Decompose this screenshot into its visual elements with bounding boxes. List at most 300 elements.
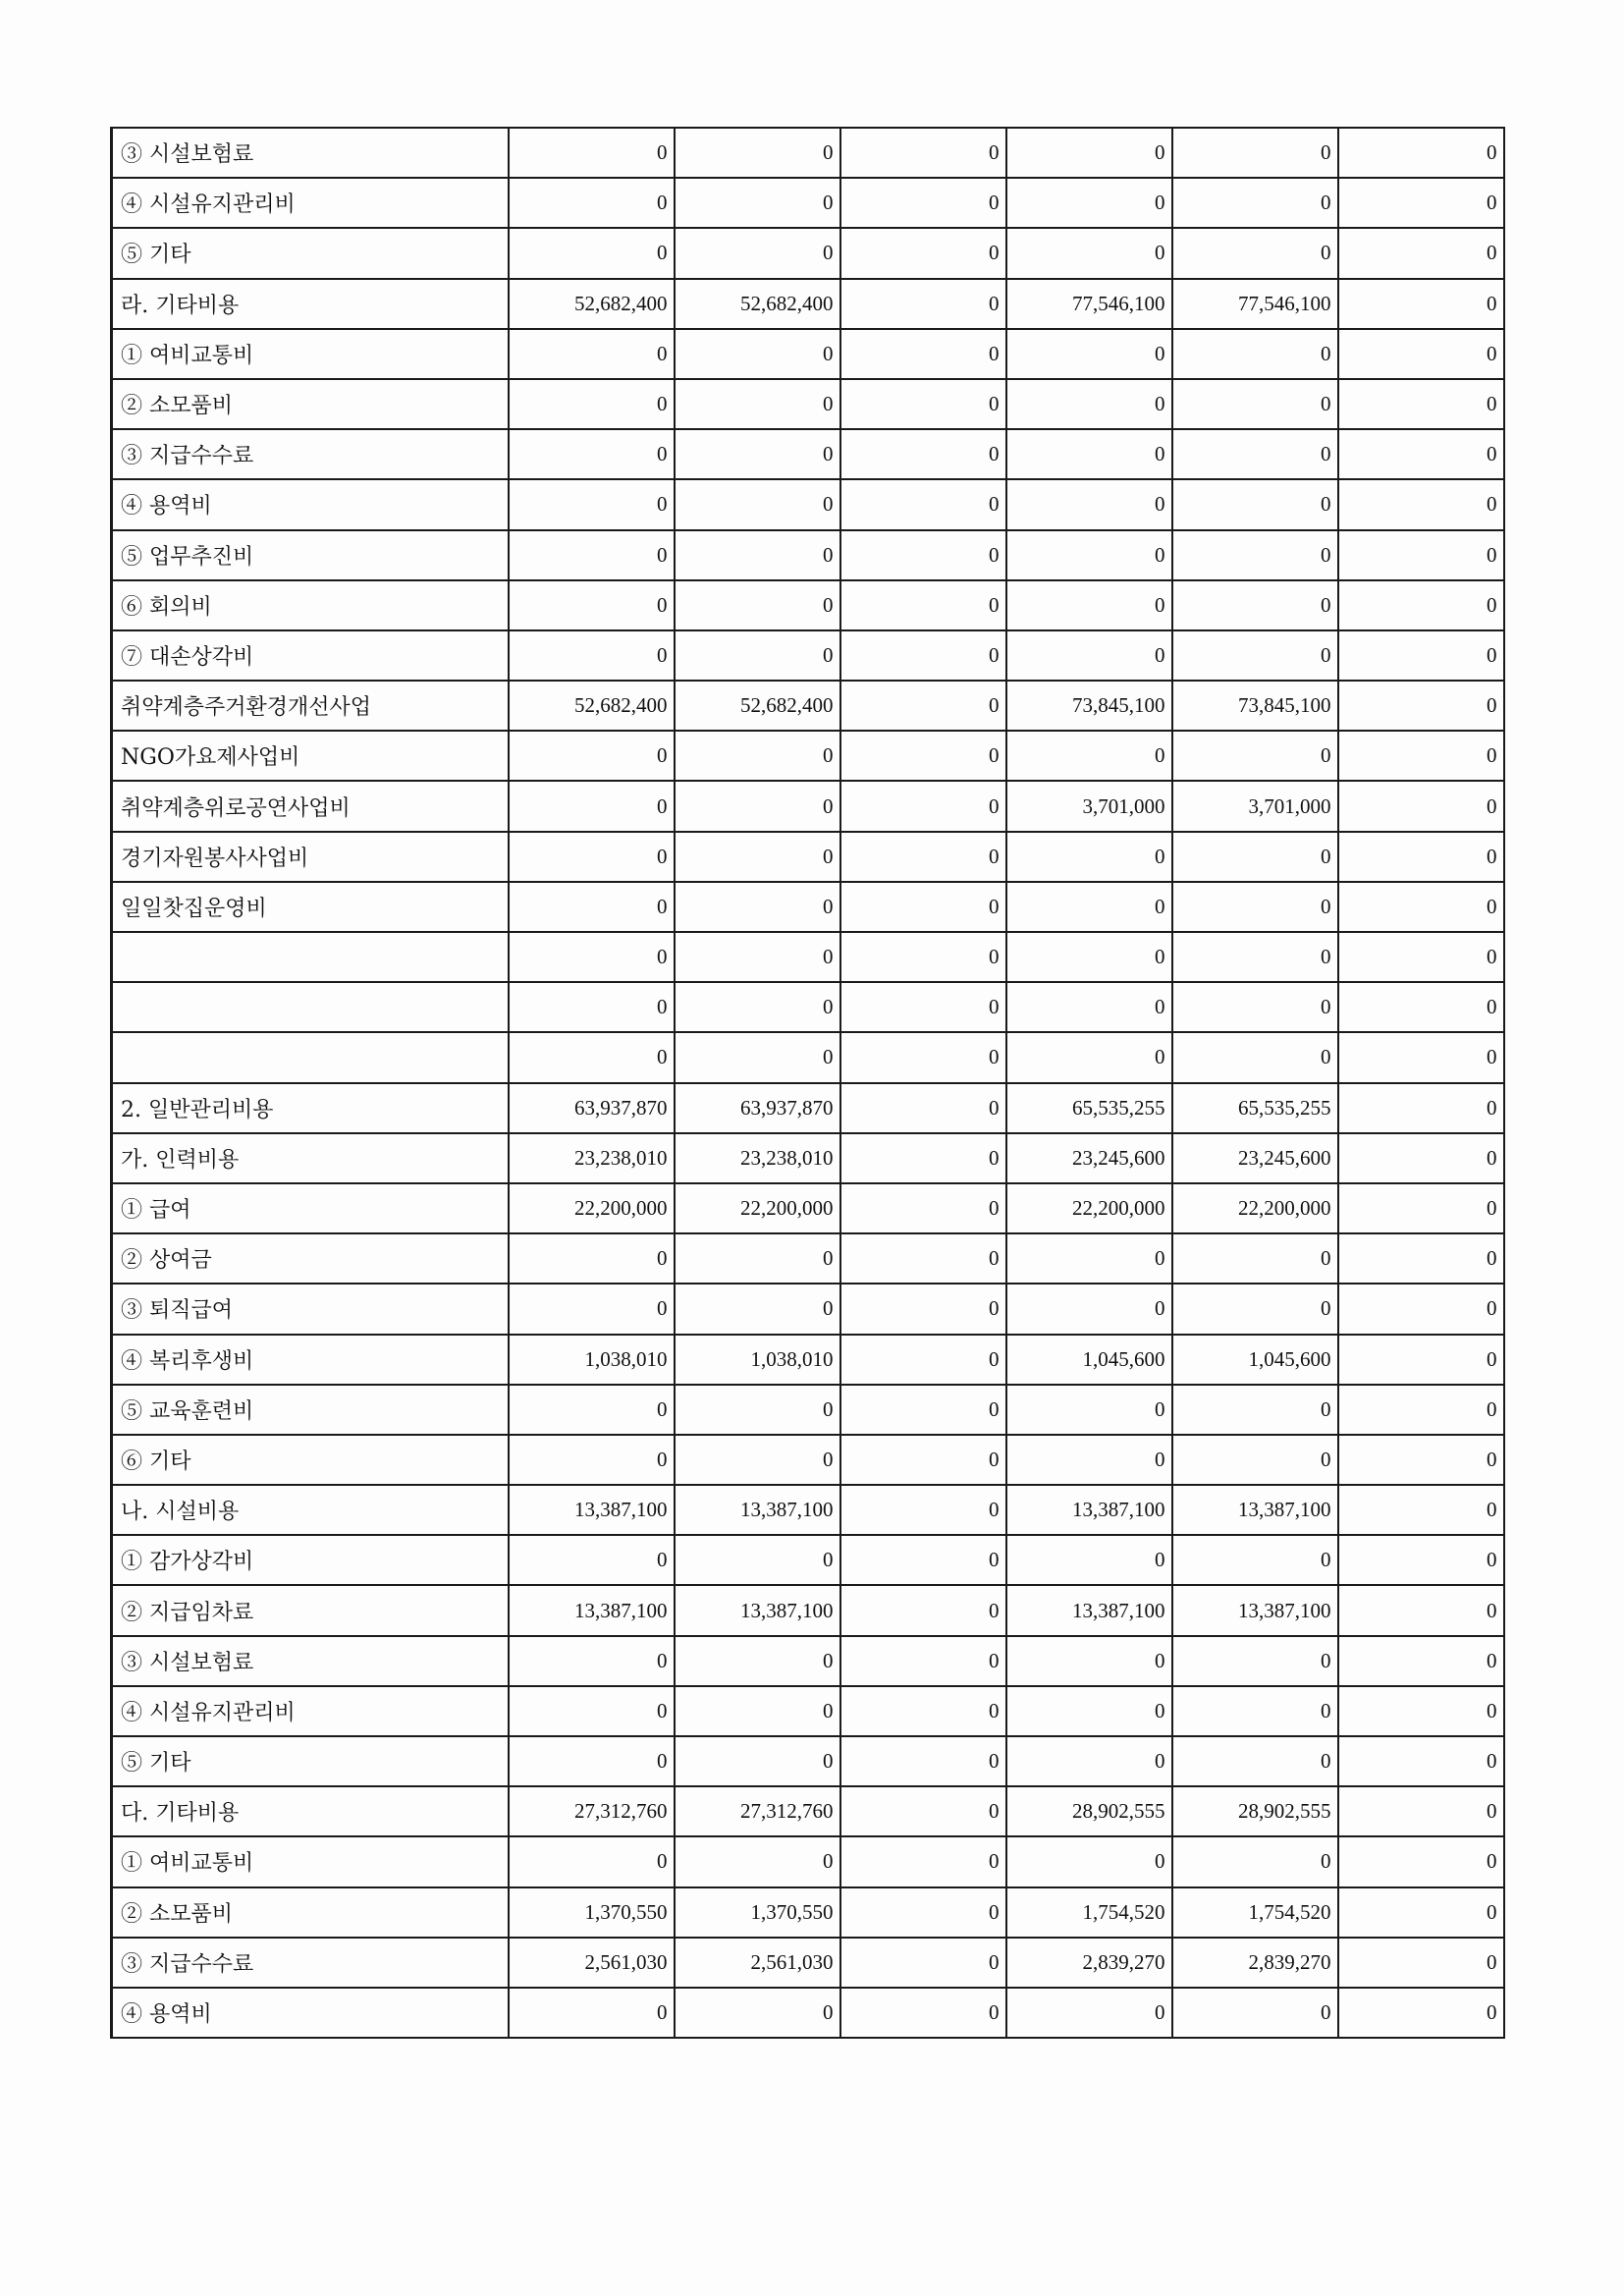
amount-cell: 2,561,030 — [675, 1938, 840, 1988]
table-row — [112, 1133, 1504, 1183]
amount-cell: 0 — [1006, 982, 1172, 1032]
amount-cell: 0 — [675, 329, 840, 379]
amount-cell: 0 — [840, 1335, 1006, 1385]
amount-cell: 0 — [1172, 1988, 1338, 2038]
amount-cell: 1,045,600 — [1006, 1335, 1172, 1385]
amount-cell: 0 — [1172, 379, 1338, 429]
amount-cell: 0 — [1172, 178, 1338, 228]
amount-cell: 0 — [509, 781, 675, 831]
amount-cell: 1,370,550 — [509, 1887, 675, 1938]
amount-cell: 0 — [840, 1083, 1006, 1133]
table-row — [112, 1988, 1504, 2038]
table-row — [112, 781, 1504, 831]
amount-cell: 0 — [840, 982, 1006, 1032]
table-row — [112, 1535, 1504, 1585]
amount-cell: 0 — [509, 580, 675, 630]
amount-cell: 0 — [840, 1032, 1006, 1082]
amount-cell: 0 — [1338, 379, 1504, 429]
row-label: ② 소모품비 — [112, 1887, 509, 1938]
amount-cell: 0 — [1338, 1836, 1504, 1886]
amount-cell: 0 — [1338, 1736, 1504, 1786]
amount-cell: 0 — [1172, 479, 1338, 529]
amount-cell: 0 — [840, 580, 1006, 630]
amount-cell: 22,200,000 — [675, 1183, 840, 1233]
amount-cell: 0 — [1172, 832, 1338, 882]
amount-cell: 0 — [675, 932, 840, 982]
row-label: 다. 기타비용 — [112, 1786, 509, 1836]
amount-cell: 52,682,400 — [509, 279, 675, 329]
amount-cell: 1,038,010 — [675, 1335, 840, 1385]
amount-cell: 0 — [1338, 128, 1504, 178]
amount-cell: 0 — [1006, 1032, 1172, 1082]
budget-table — [110, 127, 1505, 2039]
amount-cell: 0 — [840, 329, 1006, 379]
row-label: ① 여비교통비 — [112, 329, 509, 379]
table-row — [112, 1083, 1504, 1133]
table-row — [112, 882, 1504, 932]
amount-cell: 2,839,270 — [1006, 1938, 1172, 1988]
amount-cell: 0 — [840, 1284, 1006, 1334]
row-label: ① 여비교통비 — [112, 1836, 509, 1886]
amount-cell: 0 — [1172, 580, 1338, 630]
amount-cell: 0 — [509, 1988, 675, 2038]
amount-cell: 0 — [840, 429, 1006, 479]
amount-cell: 0 — [840, 1686, 1006, 1736]
amount-cell: 0 — [1338, 1435, 1504, 1485]
amount-cell: 0 — [1338, 1786, 1504, 1836]
amount-cell: 52,682,400 — [675, 681, 840, 731]
amount-cell: 0 — [1338, 882, 1504, 932]
row-label: ⑦ 대손상각비 — [112, 630, 509, 681]
amount-cell: 0 — [675, 1686, 840, 1736]
amount-cell: 0 — [509, 932, 675, 982]
row-label: ③ 지급수수료 — [112, 1938, 509, 1988]
amount-cell: 0 — [509, 1233, 675, 1284]
amount-cell: 0 — [1172, 1535, 1338, 1585]
amount-cell: 0 — [1338, 1686, 1504, 1736]
amount-cell: 0 — [840, 1636, 1006, 1686]
table-row — [112, 1385, 1504, 1435]
amount-cell: 0 — [1172, 1435, 1338, 1485]
amount-cell: 0 — [1006, 1385, 1172, 1435]
amount-cell: 0 — [1338, 681, 1504, 731]
amount-cell: 0 — [1338, 279, 1504, 329]
row-label: 취약계층위로공연사업비 — [112, 781, 509, 831]
amount-cell: 0 — [509, 1435, 675, 1485]
amount-cell: 0 — [1172, 1233, 1338, 1284]
amount-cell: 0 — [1338, 832, 1504, 882]
amount-cell: 0 — [1338, 329, 1504, 379]
amount-cell: 0 — [1006, 832, 1172, 882]
row-label: 취약계층주거환경개선사업 — [112, 681, 509, 731]
amount-cell: 0 — [840, 1786, 1006, 1836]
amount-cell: 0 — [675, 982, 840, 1032]
amount-cell: 0 — [675, 882, 840, 932]
row-label: ④ 용역비 — [112, 479, 509, 529]
amount-cell: 0 — [1338, 932, 1504, 982]
amount-cell: 0 — [1006, 1988, 1172, 2038]
amount-cell: 0 — [840, 530, 1006, 580]
table-row — [112, 1736, 1504, 1786]
amount-cell: 28,902,555 — [1172, 1786, 1338, 1836]
row-label: 라. 기타비용 — [112, 279, 509, 329]
table-row — [112, 479, 1504, 529]
amount-cell: 0 — [1338, 530, 1504, 580]
table-row — [112, 932, 1504, 982]
row-label: ④ 복리후생비 — [112, 1335, 509, 1385]
amount-cell: 0 — [675, 1435, 840, 1485]
amount-cell: 1,038,010 — [509, 1335, 675, 1385]
amount-cell: 0 — [675, 781, 840, 831]
amount-cell: 13,387,100 — [1172, 1485, 1338, 1535]
amount-cell: 0 — [840, 1183, 1006, 1233]
amount-cell: 63,937,870 — [509, 1083, 675, 1133]
amount-cell: 0 — [840, 1485, 1006, 1535]
table-row — [112, 228, 1504, 278]
amount-cell: 27,312,760 — [675, 1786, 840, 1836]
amount-cell: 0 — [509, 479, 675, 529]
amount-cell: 0 — [1338, 982, 1504, 1032]
table-row — [112, 1485, 1504, 1535]
table-row — [112, 580, 1504, 630]
amount-cell: 0 — [675, 1636, 840, 1686]
amount-cell: 73,845,100 — [1172, 681, 1338, 731]
amount-cell: 0 — [1338, 228, 1504, 278]
amount-cell: 23,238,010 — [509, 1133, 675, 1183]
amount-cell: 0 — [1006, 1836, 1172, 1886]
amount-cell: 0 — [509, 882, 675, 932]
amount-cell: 0 — [1006, 429, 1172, 479]
amount-cell: 52,682,400 — [675, 279, 840, 329]
table-row — [112, 1284, 1504, 1334]
row-label — [112, 932, 509, 982]
table-row — [112, 530, 1504, 580]
amount-cell: 1,370,550 — [675, 1887, 840, 1938]
amount-cell: 0 — [509, 128, 675, 178]
amount-cell: 2,561,030 — [509, 1938, 675, 1988]
row-label: ⑥ 기타 — [112, 1435, 509, 1485]
amount-cell: 0 — [675, 479, 840, 529]
amount-cell: 0 — [1338, 178, 1504, 228]
amount-cell: 0 — [1172, 1636, 1338, 1686]
amount-cell: 0 — [840, 1736, 1006, 1786]
row-label: ⑤ 업무추진비 — [112, 530, 509, 580]
table-row — [112, 1032, 1504, 1082]
amount-cell: 0 — [840, 178, 1006, 228]
amount-cell: 0 — [509, 1032, 675, 1082]
amount-cell: 0 — [840, 1585, 1006, 1635]
row-label: ⑥ 회의비 — [112, 580, 509, 630]
amount-cell: 52,682,400 — [509, 681, 675, 731]
amount-cell: 0 — [1006, 479, 1172, 529]
amount-cell: 1,045,600 — [1172, 1335, 1338, 1385]
row-label: ② 상여금 — [112, 1233, 509, 1284]
amount-cell: 0 — [1006, 1435, 1172, 1485]
amount-cell: 0 — [840, 731, 1006, 781]
amount-cell: 0 — [1006, 178, 1172, 228]
amount-cell: 0 — [840, 832, 1006, 882]
amount-cell: 0 — [1338, 1032, 1504, 1082]
amount-cell: 0 — [1172, 228, 1338, 278]
amount-cell: 0 — [1338, 580, 1504, 630]
amount-cell: 23,238,010 — [675, 1133, 840, 1183]
table-row — [112, 681, 1504, 731]
amount-cell: 0 — [509, 1836, 675, 1886]
amount-cell: 0 — [1006, 1736, 1172, 1786]
amount-cell: 0 — [1338, 630, 1504, 681]
amount-cell: 0 — [509, 1636, 675, 1686]
amount-cell: 0 — [509, 379, 675, 429]
amount-cell: 0 — [840, 1836, 1006, 1886]
amount-cell: 0 — [675, 379, 840, 429]
amount-cell: 0 — [1172, 1836, 1338, 1886]
table-row — [112, 1786, 1504, 1836]
amount-cell: 0 — [675, 1032, 840, 1082]
amount-cell: 0 — [1172, 329, 1338, 379]
amount-cell: 63,937,870 — [675, 1083, 840, 1133]
amount-cell: 0 — [509, 228, 675, 278]
table-row — [112, 630, 1504, 681]
amount-cell: 0 — [840, 1233, 1006, 1284]
amount-cell: 0 — [509, 1736, 675, 1786]
row-label: ③ 지급수수료 — [112, 429, 509, 479]
table-row — [112, 1435, 1504, 1485]
amount-cell: 0 — [509, 630, 675, 681]
amount-cell: 0 — [1006, 1233, 1172, 1284]
row-label — [112, 982, 509, 1032]
amount-cell: 0 — [840, 379, 1006, 429]
amount-cell: 13,387,100 — [1172, 1585, 1338, 1635]
row-label: ⑤ 교육훈련비 — [112, 1385, 509, 1435]
row-label: ③ 퇴직급여 — [112, 1284, 509, 1334]
amount-cell: 22,200,000 — [1006, 1183, 1172, 1233]
amount-cell: 0 — [675, 1836, 840, 1886]
amount-cell: 0 — [509, 1535, 675, 1585]
amount-cell: 0 — [840, 681, 1006, 731]
amount-cell: 13,387,100 — [675, 1585, 840, 1635]
amount-cell: 0 — [840, 1938, 1006, 1988]
amount-cell: 0 — [1172, 882, 1338, 932]
amount-cell: 0 — [1006, 882, 1172, 932]
amount-cell: 0 — [1006, 379, 1172, 429]
row-label: 일일찻집운영비 — [112, 882, 509, 932]
amount-cell: 77,546,100 — [1172, 279, 1338, 329]
row-label: ④ 용역비 — [112, 1988, 509, 2038]
amount-cell: 0 — [840, 128, 1006, 178]
amount-cell: 0 — [675, 178, 840, 228]
amount-cell: 0 — [1338, 1385, 1504, 1435]
row-label: 경기자원봉사사업비 — [112, 832, 509, 882]
amount-cell: 0 — [1006, 580, 1172, 630]
table-row — [112, 1335, 1504, 1385]
amount-cell: 0 — [1006, 1636, 1172, 1686]
row-label: 나. 시설비용 — [112, 1485, 509, 1535]
table-row — [112, 178, 1504, 228]
amount-cell: 1,754,520 — [1172, 1887, 1338, 1938]
amount-cell: 0 — [675, 630, 840, 681]
table-row — [112, 429, 1504, 479]
amount-cell: 0 — [509, 429, 675, 479]
amount-cell: 0 — [1172, 932, 1338, 982]
amount-cell: 0 — [840, 630, 1006, 681]
amount-cell: 0 — [1338, 1938, 1504, 1988]
amount-cell: 0 — [1172, 731, 1338, 781]
row-label: ④ 시설유지관리비 — [112, 1686, 509, 1736]
amount-cell: 65,535,255 — [1172, 1083, 1338, 1133]
amount-cell: 0 — [675, 1385, 840, 1435]
amount-cell: 0 — [1172, 429, 1338, 479]
row-label: NGO가요제사업비 — [112, 731, 509, 781]
amount-cell: 22,200,000 — [1172, 1183, 1338, 1233]
amount-cell: 0 — [1172, 530, 1338, 580]
amount-cell: 0 — [1172, 1284, 1338, 1334]
amount-cell: 0 — [1338, 1183, 1504, 1233]
amount-cell: 0 — [509, 1686, 675, 1736]
table-row — [112, 1887, 1504, 1938]
amount-cell: 27,312,760 — [509, 1786, 675, 1836]
amount-cell: 0 — [840, 1435, 1006, 1485]
budget-table-body — [112, 128, 1504, 2038]
amount-cell: 0 — [509, 982, 675, 1032]
table-row — [112, 982, 1504, 1032]
amount-cell: 0 — [840, 1385, 1006, 1435]
amount-cell: 0 — [675, 1535, 840, 1585]
amount-cell: 0 — [1006, 932, 1172, 982]
amount-cell: 0 — [1172, 1385, 1338, 1435]
amount-cell: 0 — [1338, 1485, 1504, 1535]
table-row — [112, 1836, 1504, 1886]
amount-cell: 0 — [1338, 1988, 1504, 2038]
amount-cell: 22,200,000 — [509, 1183, 675, 1233]
amount-cell: 0 — [840, 781, 1006, 831]
amount-cell: 0 — [1172, 630, 1338, 681]
amount-cell: 0 — [509, 178, 675, 228]
amount-cell: 0 — [840, 1887, 1006, 1938]
amount-cell: 0 — [1006, 1686, 1172, 1736]
amount-cell: 1,754,520 — [1006, 1887, 1172, 1938]
amount-cell: 0 — [1338, 1335, 1504, 1385]
amount-cell: 0 — [1006, 128, 1172, 178]
table-row — [112, 1585, 1504, 1635]
amount-cell: 0 — [840, 882, 1006, 932]
amount-cell: 0 — [509, 1385, 675, 1435]
amount-cell: 0 — [1006, 530, 1172, 580]
amount-cell: 0 — [675, 1284, 840, 1334]
row-label: ③ 시설보험료 — [112, 1636, 509, 1686]
amount-cell: 0 — [1006, 228, 1172, 278]
amount-cell: 0 — [675, 128, 840, 178]
table-row — [112, 279, 1504, 329]
amount-cell: 0 — [840, 1988, 1006, 2038]
amount-cell: 13,387,100 — [509, 1485, 675, 1535]
amount-cell: 73,845,100 — [1006, 681, 1172, 731]
amount-cell: 0 — [675, 429, 840, 479]
amount-cell: 23,245,600 — [1172, 1133, 1338, 1183]
table-row — [112, 1183, 1504, 1233]
amount-cell: 0 — [1338, 1535, 1504, 1585]
amount-cell: 0 — [1338, 1133, 1504, 1183]
amount-cell: 0 — [675, 580, 840, 630]
amount-cell: 0 — [840, 279, 1006, 329]
amount-cell: 0 — [675, 1233, 840, 1284]
amount-cell: 0 — [1006, 1535, 1172, 1585]
table-row — [112, 1233, 1504, 1284]
row-label: ① 급여 — [112, 1183, 509, 1233]
amount-cell: 28,902,555 — [1006, 1786, 1172, 1836]
amount-cell: 0 — [509, 1284, 675, 1334]
amount-cell: 0 — [1338, 1083, 1504, 1133]
row-label — [112, 1032, 509, 1082]
table-row — [112, 128, 1504, 178]
row-label: ⑤ 기타 — [112, 1736, 509, 1786]
amount-cell: 0 — [1338, 731, 1504, 781]
table-row — [112, 1686, 1504, 1736]
amount-cell: 0 — [1338, 429, 1504, 479]
row-label: ① 감가상각비 — [112, 1535, 509, 1585]
amount-cell: 0 — [1006, 731, 1172, 781]
amount-cell: 13,387,100 — [509, 1585, 675, 1635]
amount-cell: 3,701,000 — [1172, 781, 1338, 831]
table-row — [112, 1938, 1504, 1988]
row-label: 2. 일반관리비용 — [112, 1083, 509, 1133]
row-label: ③ 시설보험료 — [112, 128, 509, 178]
amount-cell: 77,546,100 — [1006, 279, 1172, 329]
row-label: ② 소모품비 — [112, 379, 509, 429]
amount-cell: 0 — [675, 1736, 840, 1786]
amount-cell: 0 — [1338, 479, 1504, 529]
amount-cell: 0 — [1006, 1284, 1172, 1334]
amount-cell: 0 — [1338, 781, 1504, 831]
amount-cell: 0 — [1338, 1636, 1504, 1686]
amount-cell: 0 — [840, 1133, 1006, 1183]
amount-cell: 0 — [1338, 1284, 1504, 1334]
amount-cell: 0 — [675, 530, 840, 580]
table-row — [112, 379, 1504, 429]
amount-cell: 0 — [1172, 1736, 1338, 1786]
amount-cell: 0 — [1006, 630, 1172, 681]
amount-cell: 0 — [1006, 329, 1172, 379]
amount-cell: 0 — [1172, 1032, 1338, 1082]
amount-cell: 0 — [1172, 1686, 1338, 1736]
amount-cell: 23,245,600 — [1006, 1133, 1172, 1183]
amount-cell: 65,535,255 — [1006, 1083, 1172, 1133]
amount-cell: 0 — [1338, 1585, 1504, 1635]
table-row — [112, 731, 1504, 781]
amount-cell: 13,387,100 — [1006, 1485, 1172, 1535]
amount-cell: 0 — [675, 1988, 840, 2038]
amount-cell: 0 — [509, 530, 675, 580]
amount-cell: 0 — [675, 731, 840, 781]
amount-cell: 0 — [509, 832, 675, 882]
table-row — [112, 329, 1504, 379]
row-label: ④ 시설유지관리비 — [112, 178, 509, 228]
amount-cell: 2,839,270 — [1172, 1938, 1338, 1988]
amount-cell: 0 — [509, 731, 675, 781]
row-label: 가. 인력비용 — [112, 1133, 509, 1183]
amount-cell: 13,387,100 — [1006, 1585, 1172, 1635]
table-row — [112, 1636, 1504, 1686]
row-label: ② 지급임차료 — [112, 1585, 509, 1635]
amount-cell: 0 — [840, 932, 1006, 982]
amount-cell: 0 — [840, 228, 1006, 278]
amount-cell: 0 — [1338, 1887, 1504, 1938]
amount-cell: 0 — [675, 832, 840, 882]
amount-cell: 0 — [840, 479, 1006, 529]
amount-cell: 0 — [1172, 128, 1338, 178]
amount-cell: 0 — [840, 1535, 1006, 1585]
row-label: ⑤ 기타 — [112, 228, 509, 278]
amount-cell: 13,387,100 — [675, 1485, 840, 1535]
